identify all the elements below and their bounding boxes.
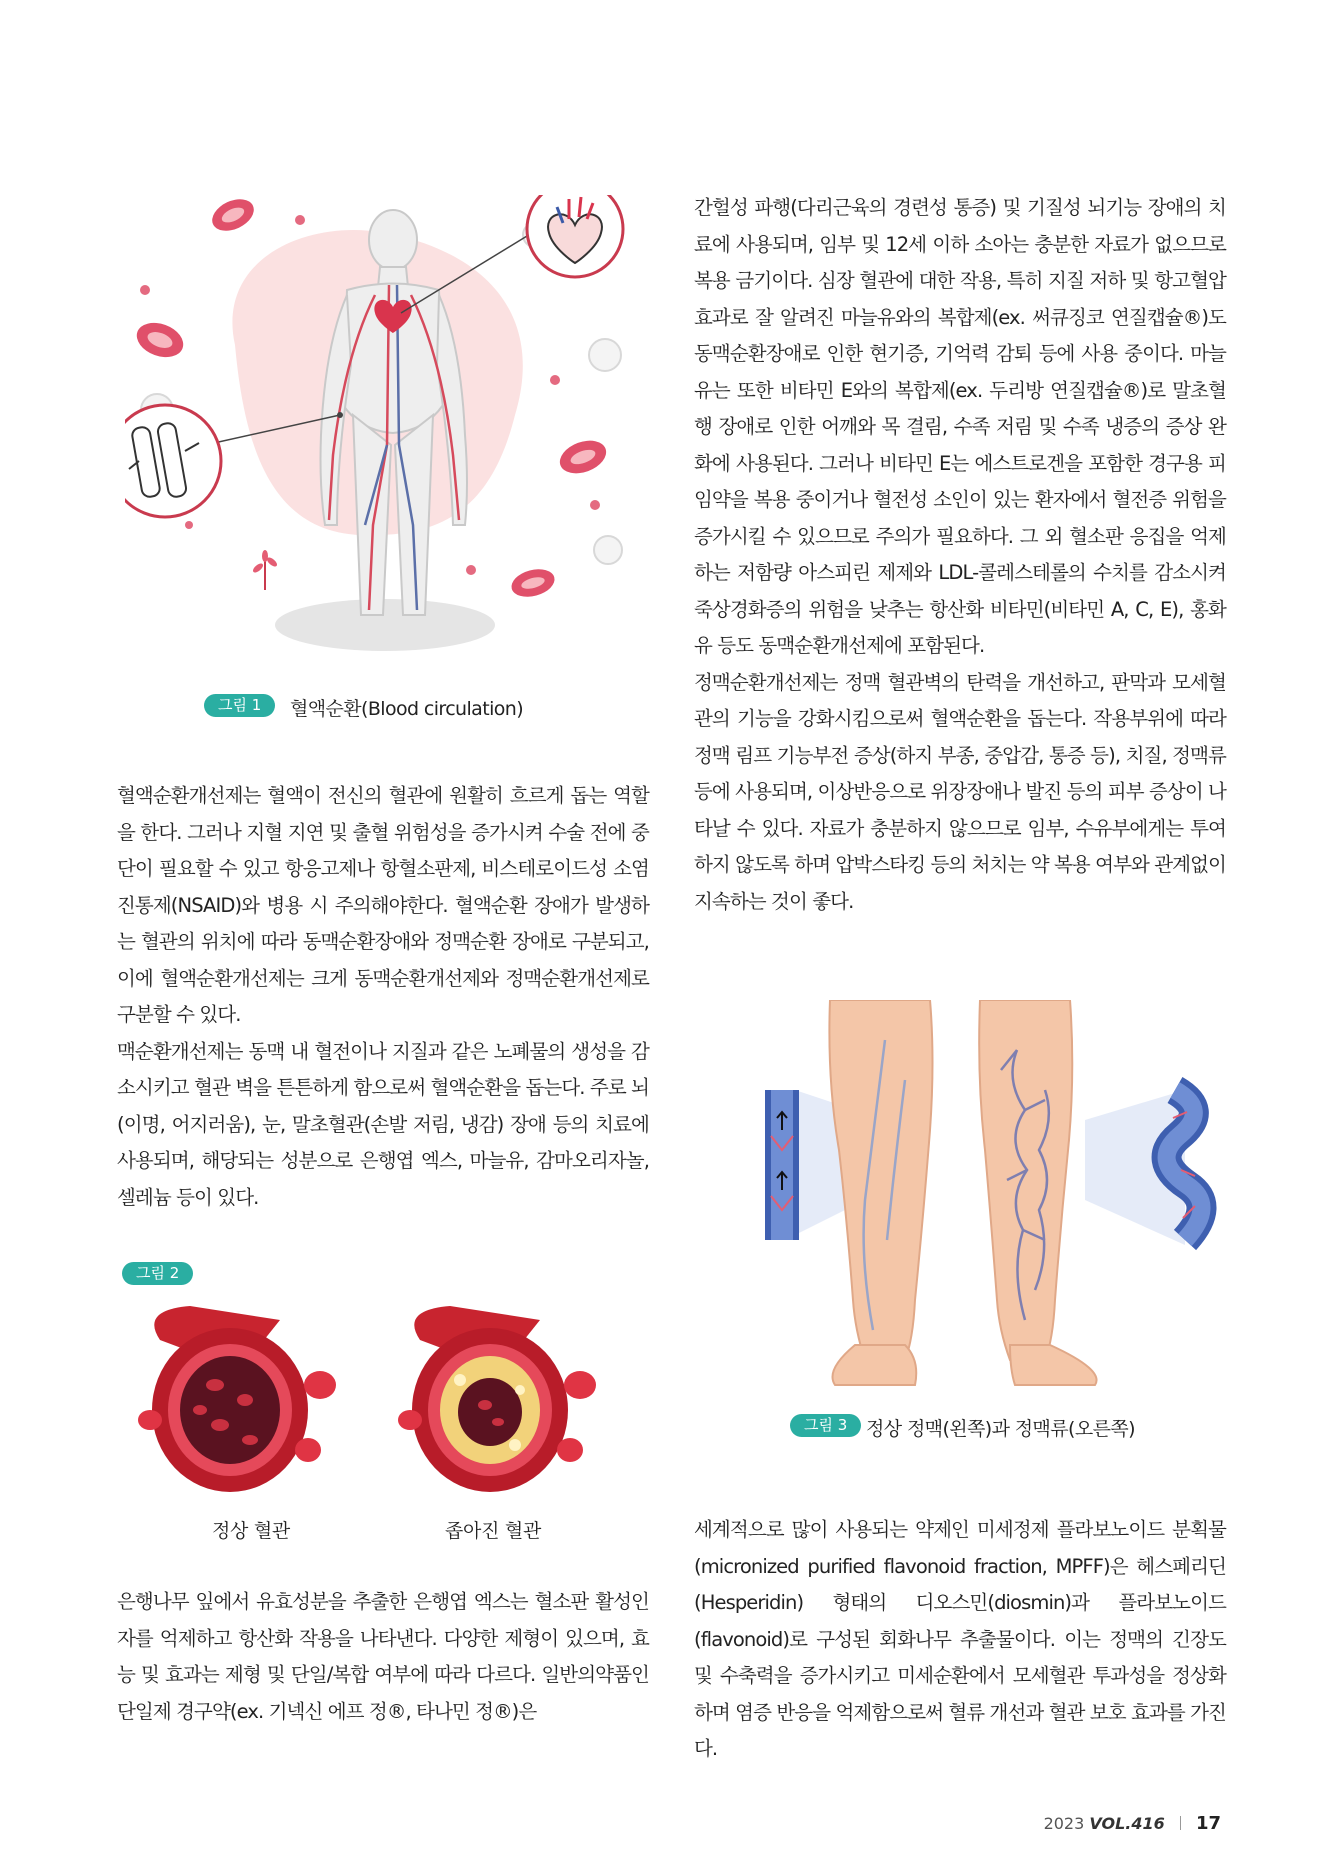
figure1-illustration bbox=[125, 195, 635, 665]
paragraph: 정맥순환개선제는 정맥 혈관벽의 탄력을 개선하고, 판막과 모세혈관의 기능을 강화시킴으로써 혈액순환을 돕는다. 작용부위에 따라 정맥 림프 기능부전 증상(하지 부종, 중압감, 통증 등), 치질, 정맥류 등에 사용되며, 이상반응으로 위장장애나 발진 등의 피부 증상이 나타날 수 있다. 자료가 충분하지 않으므로 임부, 수유부에게는 투여하지 않도록 하며 압박스타킹 등의 처치는 약 복용 여부와 관계없이 지속하는 것이 좋다. bbox=[694, 670, 1226, 913]
paragraph: 은행나무 잎에서 유효성분을 추출한 은행엽 엑스는 혈소판 활성인자를 억제하고 항산화 작용을 나타낸다. 다양한 제형이 있으며, 효능 및 효과는 제형 및 단일/복합 여부에 따라 다르다. 일반의약품인 단일제 경구약(ex. 기넥신 에프 정®, 타나민 정®)은 bbox=[117, 1590, 649, 1723]
figure2-illustration bbox=[130, 1300, 630, 1500]
page-footer bbox=[1044, 1813, 1221, 1834]
figure2-badge: 그림 2 bbox=[122, 1262, 193, 1285]
paragraph: 간헐성 파행(다리근육의 경련성 통증) 및 기질성 뇌기능 장애의 치료에 사용되며, 임부 및 12세 이하 소아는 충분한 자료가 없으므로 복용 금기이다. 심장 혈관에 대한 작용, 특히 지질 저하 및 항고혈압 효과로 잘 알려진 마늘유와의 복합제(ex. 써큐징코 연질캡슐®)도 동맥순환장애로 인한 현기증, 기억력 감퇴 등에 사용 중이다. 마늘유는 또한 비타민 E와의 복합제(ex. 두리방 연질캡슐®)로 말초혈행 장애로 인한 어깨와 목 결림, 수족 저림 및 수족 냉증의 증상 완화에 사용된다. 그러나 비타민 E는 에스트로겐을 포함한 경구용 피임약을 복용 중이거나 혈전성 소인이 있는 환자에서 혈전증 위험을 증가시킬 수 있으므로 주의가 필요하다. 그 외 혈소판 응집을 억제하는 저함량 아스피린 제제와 LDL-콜레스테롤의 수치를 감소시켜 죽상경화증의 위험을 낮추는 항산화 비타민(비타민 A, C, E), 홍화유 등도 동맥순환개선제에 포함된다. bbox=[694, 196, 1226, 657]
narrowed-vessel-graphic bbox=[398, 1306, 596, 1492]
vessel-callout bbox=[125, 405, 221, 517]
paragraph: 혈액순환개선제는 혈액이 전신의 혈관에 원활히 흐르게 돕는 역할을 한다. 그러나 지혈 지연 및 출혈 위험성을 증가시켜 수술 전에 중단이 필요할 수 있고 항응고제나 항혈소판제, 비스테로이드성 소염진통제(NSAID)와 병용 시 주의해야한다. 혈액순환 장애가 발생하는 혈관의 위치에 따라 동맥순환장애와 정맥순환 장애로 구분되고, 이에 혈액순환개선제는 크게 동맥순환개선제와 정맥순환개선제로 구분할 수 있다. bbox=[117, 784, 649, 1026]
right-column-text bbox=[694, 190, 1226, 920]
figure3-badge: 그림 3 bbox=[790, 1414, 861, 1437]
heart-callout bbox=[527, 195, 623, 277]
footer-year: 2023 bbox=[1043, 1814, 1085, 1833]
paragraph: 세계적으로 많이 사용되는 약제인 미세정제 플라보노이드 분획물(micronized purified flavonoid fraction, MPFF)은 헤스페리딘(Hesperidin) 형태의 디오스민(diosmin)과 플라보노이드(flavonoid)로 구성된 회화나무 추출물이다. 이는 정맥의 긴장도 및 수축력을 증가시키고 미세순환에서 모세혈관 투과성을 정상화하며 염증 반응을 억제함으로써 혈류 개선과 혈관 보호 효과를 가진다. bbox=[694, 1518, 1226, 1760]
left-column-text-lower bbox=[117, 1584, 649, 1730]
page-number: 17 bbox=[1195, 1813, 1221, 1834]
normal-vessel-graphic bbox=[138, 1306, 336, 1492]
figure3-illustration bbox=[755, 1000, 1230, 1400]
varicose-leg-graphic bbox=[979, 1000, 1096, 1385]
figure1-badge: 그림 1 bbox=[204, 694, 275, 717]
figure2-label-narrowed: 좁아진 혈관 bbox=[445, 1520, 542, 1542]
footer-divider bbox=[1180, 1816, 1181, 1830]
normal-leg-graphic bbox=[829, 1000, 932, 1385]
footer-volume: VOL.416 bbox=[1089, 1814, 1165, 1833]
paragraph: 맥순환개선제는 동맥 내 혈전이나 지질과 같은 노폐물의 생성을 감소시키고 혈관 벽을 튼튼하게 함으로써 혈액순환을 돕는다. 주로 뇌(이명, 어지러움), 눈, 말초혈관(손발 저림, 냉감) 장애 등의 치료에 사용되며, 해당되는 성분으로 은행엽 엑스, 마늘유, 감마오리자놀, 셀레늄 등이 있다. bbox=[117, 1039, 649, 1209]
plant-icon bbox=[251, 550, 278, 590]
normal-vein-graphic bbox=[765, 1090, 799, 1240]
figure1-caption: 혈액순환(Blood circulation) bbox=[290, 698, 524, 720]
figure2-label-normal: 정상 혈관 bbox=[212, 1520, 290, 1542]
figure3-caption: 정상 정맥(왼쪽)과 정맥류(오른쪽) bbox=[866, 1418, 1135, 1440]
right-column-text-lower bbox=[694, 1512, 1226, 1768]
left-column-text bbox=[117, 778, 649, 1216]
